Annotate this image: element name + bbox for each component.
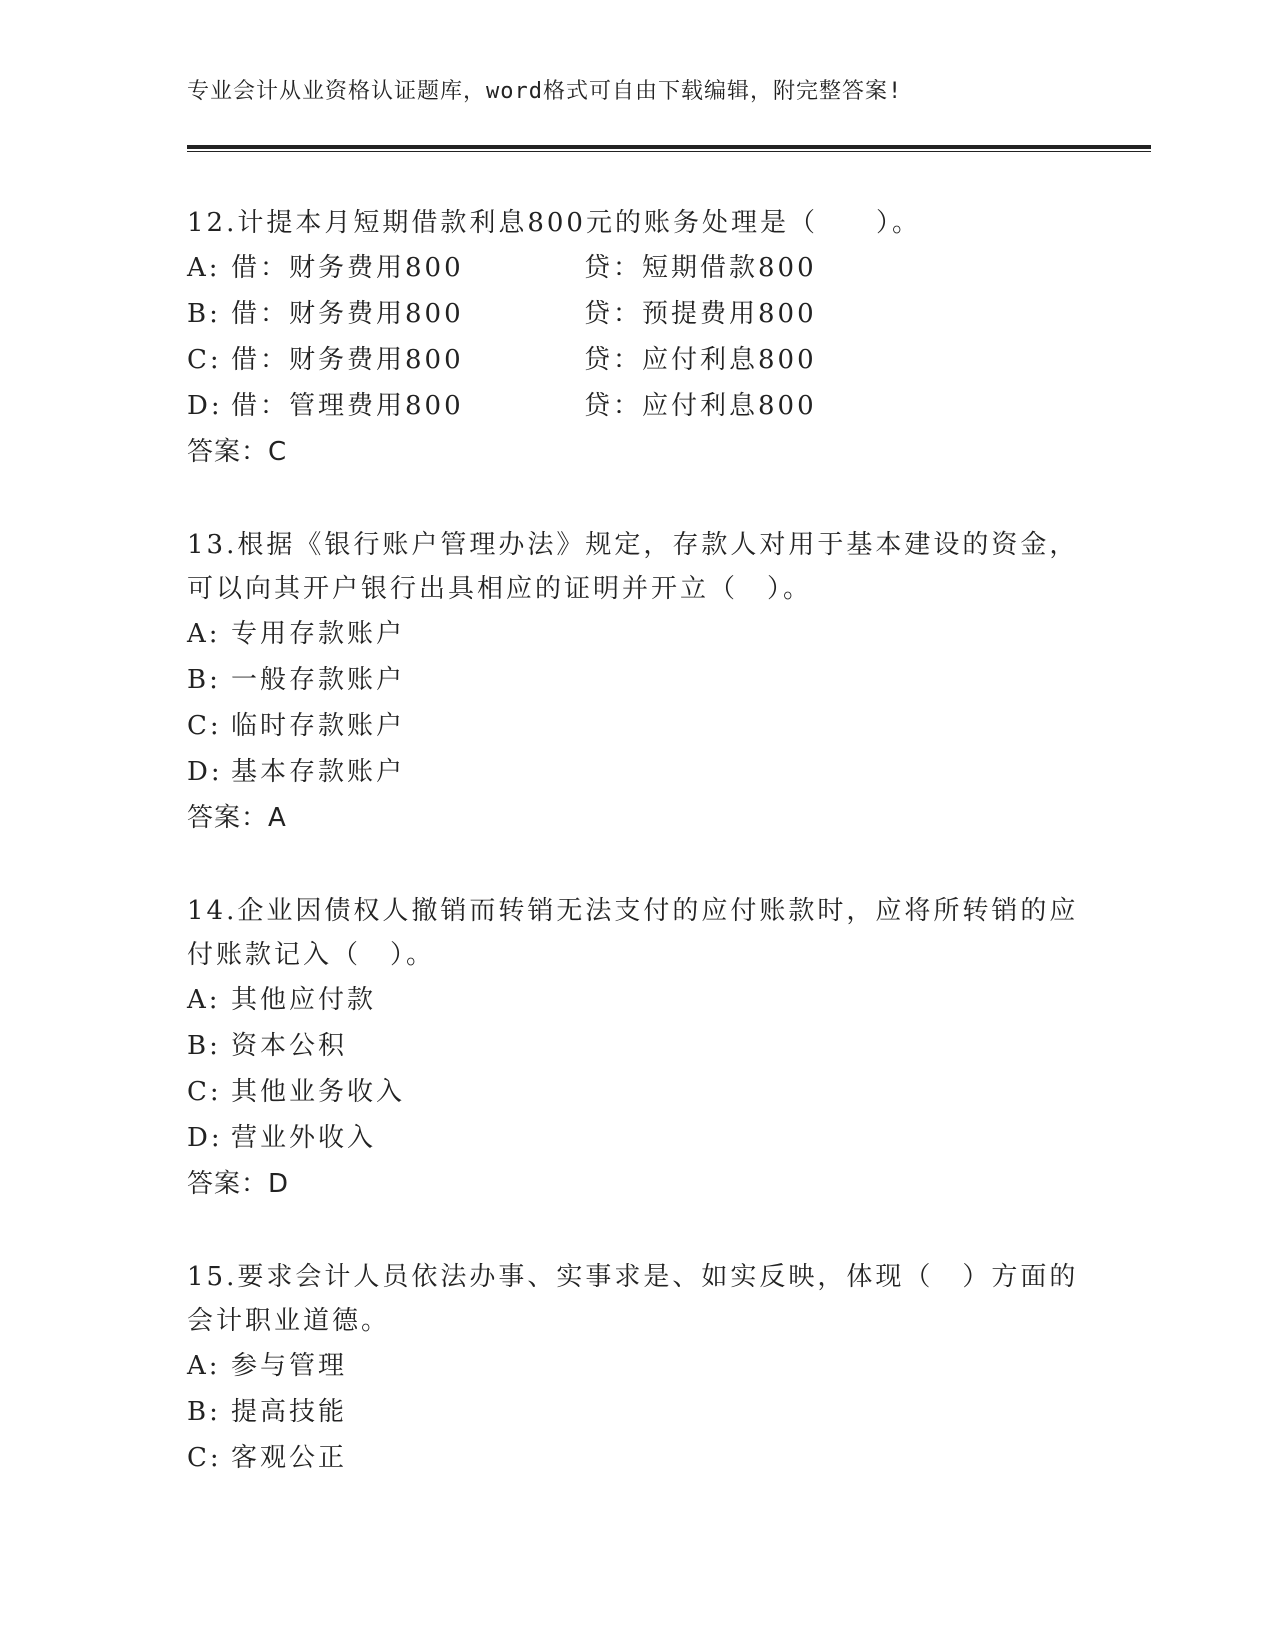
option-debit: 借：财务费用800 — [231, 253, 464, 283]
option-b — [187, 1389, 1087, 1435]
option-a — [187, 1343, 1087, 1389]
option-letter: A: — [187, 619, 221, 649]
option-letter: D: — [187, 391, 223, 421]
option-letter: C: — [187, 1443, 222, 1473]
option-letter: B: — [187, 1397, 221, 1427]
option-c — [187, 337, 1087, 383]
option-text: 营业外收入 — [231, 1123, 377, 1153]
option-b — [187, 1023, 1087, 1069]
option-text: 专用存款账户 — [231, 619, 406, 649]
question-stem: 15.要求会计人员依法办事、实事求是、如实反映，体现（ ）方面的会计职业道德。 — [187, 1262, 1079, 1336]
option-credit: 贷：短期借款800 — [584, 253, 817, 283]
option-d — [187, 1115, 1087, 1161]
option-text: 其他应付款 — [231, 985, 377, 1015]
question-13 — [187, 523, 1087, 841]
option-a — [187, 245, 1087, 291]
option-debit: 借：财务费用800 — [231, 345, 464, 375]
option-b — [187, 291, 1087, 337]
option-text: 基本存款账户 — [231, 757, 406, 787]
option-letter: A: — [187, 253, 221, 283]
option-letter: C: — [187, 1077, 222, 1107]
question-12 — [187, 201, 1087, 475]
option-d — [187, 749, 1087, 795]
option-b — [187, 657, 1087, 703]
answer-label: 答案：A — [187, 803, 287, 833]
option-letter: B: — [187, 299, 221, 329]
question-14 — [187, 889, 1087, 1207]
option-text: 资本公积 — [231, 1031, 348, 1061]
option-credit: 贷：应付利息800 — [584, 391, 817, 421]
question-stem: 12.计提本月短期借款利息800元的账务处理是（ ）。 — [187, 208, 921, 238]
page-header: 专业会计从业资格认证题库，word格式可自由下载编辑，附完整答案! — [187, 79, 903, 104]
option-letter: D: — [187, 1123, 223, 1153]
option-c — [187, 703, 1087, 749]
option-a — [187, 611, 1087, 657]
option-a — [187, 977, 1087, 1023]
answer-label: 答案：D — [187, 1169, 290, 1199]
option-credit: 贷：预提费用800 — [584, 299, 817, 329]
option-text: 提高技能 — [231, 1397, 348, 1427]
option-letter: D: — [187, 757, 223, 787]
option-text: 一般存款账户 — [231, 665, 406, 695]
option-letter: C: — [187, 711, 222, 741]
option-text: 其他业务收入 — [231, 1077, 406, 1107]
option-text: 参与管理 — [231, 1351, 348, 1381]
question-list — [187, 201, 1087, 1529]
option-debit: 借：财务费用800 — [231, 299, 464, 329]
answer-label: 答案：C — [187, 437, 288, 467]
option-d — [187, 383, 1087, 429]
option-letter: B: — [187, 1031, 221, 1061]
question-15 — [187, 1255, 1087, 1481]
option-c — [187, 1069, 1087, 1115]
option-credit: 贷：应付利息800 — [584, 345, 817, 375]
option-c — [187, 1435, 1087, 1481]
option-text: 客观公正 — [231, 1443, 348, 1473]
question-stem: 13.根据《银行账户管理办法》规定，存款人对用于基本建设的资金，可以向其开户银行出具相应的证明并开立（ ）。 — [187, 530, 1079, 604]
option-letter: B: — [187, 665, 221, 695]
option-text: 临时存款账户 — [231, 711, 406, 741]
option-debit: 借：管理费用800 — [231, 391, 464, 421]
option-letter: A: — [187, 985, 221, 1015]
header-divider — [187, 145, 1151, 152]
option-letter: C: — [187, 345, 222, 375]
option-letter: A: — [187, 1351, 221, 1381]
question-stem: 14.企业因债权人撤销而转销无法支付的应付账款时，应将所转销的应付账款记入（ ）。 — [187, 896, 1079, 970]
